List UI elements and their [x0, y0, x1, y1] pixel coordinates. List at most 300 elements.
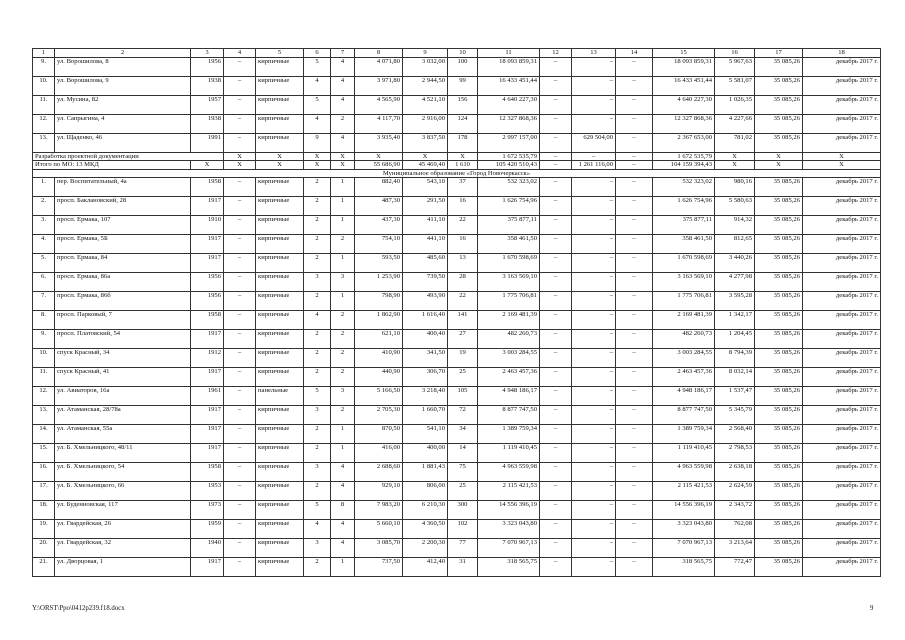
table-row	[33, 463, 881, 482]
table-cell: 2	[331, 115, 355, 134]
table-cell: –	[540, 235, 572, 254]
table-cell: Муниципальное образование «Город Новочеркасск»	[33, 169, 881, 177]
table-cell: ул. Гвардейская, 26	[55, 520, 191, 539]
table-cell: 2 343,72	[715, 501, 755, 520]
table-cell: –	[616, 463, 653, 482]
table-cell: 15	[653, 49, 715, 58]
table-cell: 35 085,26	[755, 501, 803, 520]
table-cell: 9	[304, 134, 331, 153]
table-cell: 17.	[33, 482, 55, 501]
table-cell: 2 624,59	[715, 482, 755, 501]
table-cell: 4	[331, 58, 355, 77]
table-cell: X	[224, 161, 256, 169]
table-cell: –	[616, 153, 653, 161]
table-cell: 2 115 421,53	[653, 482, 715, 501]
table-cell: –	[616, 520, 653, 539]
table-cell: 35 085,26	[755, 216, 803, 235]
table-cell: 1917	[191, 425, 224, 444]
table-cell: 410,90	[355, 349, 403, 368]
table-cell: –	[572, 349, 616, 368]
table-cell: X	[304, 161, 331, 169]
table-cell: 4 277,98	[715, 273, 755, 292]
table-cell: X	[256, 153, 304, 161]
table-row	[33, 330, 881, 349]
table-cell: 8	[355, 49, 403, 58]
table-cell: –	[616, 77, 653, 96]
table-cell: –	[540, 197, 572, 216]
table-cell: декабрь 2017 г.	[803, 292, 881, 311]
table-cell: просп. Ермака, 84	[55, 254, 191, 273]
table-cell: декабрь 2017 г.	[803, 330, 881, 349]
table-cell: –	[616, 444, 653, 463]
table-cell: –	[616, 368, 653, 387]
table-cell: 2	[331, 311, 355, 330]
table-cell: –	[616, 387, 653, 406]
table-cell: –	[616, 58, 653, 77]
table-cell: 12.	[33, 387, 55, 406]
table-cell: 482 260,73	[653, 330, 715, 349]
table-cell: 4 565,90	[355, 96, 403, 115]
table-cell: 4 948 186,17	[478, 387, 540, 406]
table-cell: 14	[616, 49, 653, 58]
table-cell: X	[304, 153, 331, 161]
table-cell: –	[224, 406, 256, 425]
table-cell: 441,10	[403, 235, 448, 254]
table-cell: декабрь 2017 г.	[803, 425, 881, 444]
table-cell: 4	[304, 115, 331, 134]
table-cell: 10.	[33, 77, 55, 96]
table-cell: 3.	[33, 216, 55, 235]
table-cell: 2	[304, 178, 331, 197]
table-cell: ул. Атаманская, 55а	[55, 425, 191, 444]
table-cell: –	[540, 216, 572, 235]
table-cell: декабрь 2017 г.	[803, 482, 881, 501]
table-cell: 1 672 535,79	[653, 153, 715, 161]
table-cell: 20.	[33, 539, 55, 558]
table-cell: 35 085,26	[755, 539, 803, 558]
table-cell: –	[616, 216, 653, 235]
table-cell: 35 085,26	[755, 482, 803, 501]
table-cell: 1910	[191, 216, 224, 235]
table-cell: 318 565,75	[478, 558, 540, 577]
table-cell: 341,50	[403, 349, 448, 368]
table-cell: декабрь 2017 г.	[803, 387, 881, 406]
table-cell: –	[224, 58, 256, 77]
table-cell: 806,00	[403, 482, 448, 501]
table-cell: 35 085,26	[755, 520, 803, 539]
table-cell: 2	[304, 254, 331, 273]
table-cell: 22	[448, 292, 478, 311]
table-cell: –	[572, 330, 616, 349]
table-cell: –	[540, 292, 572, 311]
table-cell: ул. Гвардейская, 32	[55, 539, 191, 558]
table-cell: 17	[755, 49, 803, 58]
table-cell: 8 032,14	[715, 368, 755, 387]
table-cell: 3 003 284,55	[478, 349, 540, 368]
table-cell: 400,00	[403, 444, 448, 463]
table-cell: 22	[448, 216, 478, 235]
table-cell: 1	[331, 444, 355, 463]
table-cell: 1 204,45	[715, 330, 755, 349]
table-cell: 485,60	[403, 254, 448, 273]
table-cell: 4 640 227,30	[653, 96, 715, 115]
table-cell: Итого по МО: 13 МКД	[33, 161, 191, 169]
table-cell: –	[572, 387, 616, 406]
table-cell: –	[616, 134, 653, 153]
table-cell: –	[572, 58, 616, 77]
table-cell: –	[572, 482, 616, 501]
table-cell: 2	[304, 425, 331, 444]
table-cell: 3	[191, 49, 224, 58]
table-cell: 532 323,02	[653, 178, 715, 197]
table-cell: 739,50	[403, 273, 448, 292]
table-cell: X	[715, 153, 755, 161]
table-row	[33, 178, 881, 197]
table-row	[33, 77, 881, 96]
table-cell: –	[540, 539, 572, 558]
table-cell: 8 877 747,50	[478, 406, 540, 425]
table-cell: 1 670 598,69	[653, 254, 715, 273]
table-cell: панельные	[256, 387, 304, 406]
table-cell: декабрь 2017 г.	[803, 235, 881, 254]
table-cell: –	[616, 539, 653, 558]
table-cell: 5	[304, 501, 331, 520]
table-cell: декабрь 2017 г.	[803, 368, 881, 387]
table-cell: ул. Атаманская, 28/78а	[55, 406, 191, 425]
table-cell: –	[540, 558, 572, 577]
table-cell: 1938	[191, 115, 224, 134]
table-cell: 4	[331, 96, 355, 115]
table-cell: 1917	[191, 444, 224, 463]
table-cell: –	[616, 349, 653, 368]
table-cell: 482 260,73	[478, 330, 540, 349]
table-cell: 1 261 116,00	[572, 161, 616, 169]
table-cell: 532 323,02	[478, 178, 540, 197]
table-cell: 14.	[33, 425, 55, 444]
table-cell: кирпичные	[256, 216, 304, 235]
table-cell: 5 580,63	[715, 197, 755, 216]
table-cell: –	[224, 482, 256, 501]
table-cell: декабрь 2017 г.	[803, 406, 881, 425]
section-header-row	[33, 169, 881, 177]
table-cell: 4 227,66	[715, 115, 755, 134]
table-cell: 2	[304, 330, 331, 349]
table-row	[33, 216, 881, 235]
table-row	[33, 292, 881, 311]
table-cell: 1956	[191, 292, 224, 311]
table-cell: 1	[331, 558, 355, 577]
table-cell: декабрь 2017 г.	[803, 463, 881, 482]
table-cell: 55 686,90	[355, 161, 403, 169]
table-cell: декабрь 2017 г.	[803, 216, 881, 235]
table-cell: 4 963 559,98	[653, 463, 715, 482]
table-cell: 914,32	[715, 216, 755, 235]
table-cell: –	[224, 311, 256, 330]
table-cell: кирпичные	[256, 482, 304, 501]
table-cell: –	[540, 444, 572, 463]
table-cell: 4	[331, 539, 355, 558]
table-cell: –	[224, 330, 256, 349]
table-cell: –	[224, 425, 256, 444]
table-cell: 1 537,47	[715, 387, 755, 406]
table-cell: декабрь 2017 г.	[803, 558, 881, 577]
table-cell: декабрь 2017 г.	[803, 115, 881, 134]
table-cell: пер. Воспитательный, 4а	[55, 178, 191, 197]
table-cell: спуск Красный, 34	[55, 349, 191, 368]
table-cell: –	[616, 482, 653, 501]
table-cell: X	[331, 161, 355, 169]
table-cell: кирпичные	[256, 311, 304, 330]
table-cell: 9.	[33, 330, 55, 349]
table-cell: –	[572, 406, 616, 425]
table-cell: ул. Дворцовая, 1	[55, 558, 191, 577]
table-cell: X	[803, 161, 881, 169]
table-cell: ул. Б. Хмельницкого, 66	[55, 482, 191, 501]
table-cell: 2 367 653,00	[653, 134, 715, 153]
table-cell: декабрь 2017 г.	[803, 501, 881, 520]
table-row	[33, 406, 881, 425]
table-cell: –	[540, 520, 572, 539]
table-cell: –	[224, 178, 256, 197]
table-cell: 1973	[191, 501, 224, 520]
table-cell: 2 568,40	[715, 425, 755, 444]
table-cell: 19	[448, 349, 478, 368]
table-cell: 629 504,00	[572, 134, 616, 153]
table-cell: 13	[572, 49, 616, 58]
table-cell: кирпичные	[256, 178, 304, 197]
table-cell: 156	[448, 96, 478, 115]
table-cell: 5 967,63	[715, 58, 755, 77]
table-cell: 16	[448, 197, 478, 216]
table-cell: X	[448, 153, 478, 161]
table-cell: просп. Платовский, 54	[55, 330, 191, 349]
table-cell: просп. Баклановский, 28	[55, 197, 191, 216]
table-cell: X	[331, 153, 355, 161]
table-cell: 2.	[33, 197, 55, 216]
table-cell: кирпичные	[256, 254, 304, 273]
table-cell: –	[540, 178, 572, 197]
table-cell: –	[224, 558, 256, 577]
table-cell: –	[224, 197, 256, 216]
table-cell: –	[572, 115, 616, 134]
table-cell: 1917	[191, 254, 224, 273]
table-cell: –	[572, 520, 616, 539]
municipality-total-row	[33, 161, 881, 169]
table-cell: 1958	[191, 463, 224, 482]
table-cell: –	[616, 330, 653, 349]
table-cell: –	[616, 292, 653, 311]
table-cell: 3 003 284,55	[653, 349, 715, 368]
table-cell: 25	[448, 368, 478, 387]
table-cell: 11.	[33, 368, 55, 387]
table-cell: декабрь 2017 г.	[803, 197, 881, 216]
table-cell: –	[540, 368, 572, 387]
table-cell: 18	[803, 49, 881, 58]
table-cell: 2	[331, 235, 355, 254]
table-cell: 102	[448, 520, 478, 539]
table-cell: –	[572, 539, 616, 558]
table-cell: ул. Ворошилова, 9	[55, 77, 191, 96]
table-cell: 1 389 759,34	[653, 425, 715, 444]
table-cell: –	[540, 311, 572, 330]
table-cell: 9.	[33, 58, 55, 77]
table-cell: 318 565,75	[653, 558, 715, 577]
table-cell: декабрь 2017 г.	[803, 349, 881, 368]
table-cell: 1912	[191, 349, 224, 368]
table-cell: просп. Ермака, 86б	[55, 292, 191, 311]
table-row	[33, 58, 881, 77]
table-cell: кирпичные	[256, 520, 304, 539]
table-cell: 3 213,64	[715, 539, 755, 558]
table-cell: 6	[304, 49, 331, 58]
table-cell: 4	[331, 520, 355, 539]
table-cell: 1 672 535,79	[478, 153, 540, 161]
table-cell: декабрь 2017 г.	[803, 178, 881, 197]
table-cell: –	[616, 406, 653, 425]
table-cell: 14 556 396,19	[478, 501, 540, 520]
table-cell: 18 093 859,31	[478, 58, 540, 77]
table-cell: –	[540, 425, 572, 444]
table-cell: –	[540, 406, 572, 425]
table-cell: 4 963 559,98	[478, 463, 540, 482]
table-cell: 1 626 754,96	[653, 197, 715, 216]
table-cell: 8.	[33, 311, 55, 330]
table-cell: 4 948 186,17	[653, 387, 715, 406]
table-cell: 4 640 227,30	[478, 96, 540, 115]
table-row	[33, 501, 881, 520]
table-cell: просп. Ермака, 86а	[55, 273, 191, 292]
design-documentation-row	[33, 153, 881, 161]
table-cell: 5	[304, 96, 331, 115]
table-cell: 2 705,30	[355, 406, 403, 425]
table-cell: 10.	[33, 349, 55, 368]
table-cell: декабрь 2017 г.	[803, 311, 881, 330]
table-cell: –	[572, 368, 616, 387]
table-cell: кирпичные	[256, 463, 304, 482]
table-cell: 411,10	[403, 216, 448, 235]
table-cell: 5 166,50	[355, 387, 403, 406]
table-cell: 2	[304, 292, 331, 311]
table-cell: 4	[331, 482, 355, 501]
table-cell: –	[224, 387, 256, 406]
table-cell: –	[572, 254, 616, 273]
table-cell: –	[572, 96, 616, 115]
table-row	[33, 539, 881, 558]
table-cell: –	[572, 178, 616, 197]
table-cell: 2 798,53	[715, 444, 755, 463]
table-cell: 358 461,50	[653, 235, 715, 254]
table-cell: 882,40	[355, 178, 403, 197]
table-cell: 870,50	[355, 425, 403, 444]
table-cell: –	[616, 178, 653, 197]
table-cell: –	[224, 463, 256, 482]
table-cell: –	[224, 349, 256, 368]
table-cell: декабрь 2017 г.	[803, 254, 881, 273]
table-cell: 7	[331, 49, 355, 58]
table-cell: 10	[448, 49, 478, 58]
table-cell: кирпичные	[256, 425, 304, 444]
table-cell: 400,40	[403, 330, 448, 349]
table-cell: просп. Ермака, 5Б	[55, 235, 191, 254]
table-cell: –	[616, 161, 653, 169]
table-cell: X	[803, 153, 881, 161]
table-cell: 35 085,26	[755, 134, 803, 153]
table-cell: 541,10	[403, 425, 448, 444]
table-cell: 35 085,26	[755, 96, 803, 115]
table-cell: 1 775 706,81	[653, 292, 715, 311]
table-cell: –	[616, 273, 653, 292]
table-cell: 28	[448, 273, 478, 292]
table-cell: 2	[331, 368, 355, 387]
table-cell: 2	[331, 349, 355, 368]
table-row	[33, 273, 881, 292]
table-cell: –	[540, 330, 572, 349]
table-cell: –	[572, 197, 616, 216]
table-cell: 3 595,28	[715, 292, 755, 311]
table-cell: 1917	[191, 197, 224, 216]
table-cell: –	[572, 558, 616, 577]
table-cell: 4	[331, 77, 355, 96]
table-cell: 2 115 421,53	[478, 482, 540, 501]
table-cell: –	[224, 273, 256, 292]
table-cell: 1917	[191, 330, 224, 349]
table-cell: 2 463 457,36	[653, 368, 715, 387]
table-cell: X	[755, 153, 803, 161]
table-cell: 35 085,26	[755, 387, 803, 406]
table-cell: –	[572, 501, 616, 520]
table-cell: X	[256, 161, 304, 169]
table-cell: 1958	[191, 311, 224, 330]
table-row	[33, 349, 881, 368]
table-cell: 1 610	[448, 161, 478, 169]
table-cell: 4 117,70	[355, 115, 403, 134]
table-cell: 1957	[191, 96, 224, 115]
table-cell: 3 032,00	[403, 58, 448, 77]
table-cell: кирпичные	[256, 96, 304, 115]
table-cell: 1 670 598,69	[478, 254, 540, 273]
table-cell: кирпичные	[256, 406, 304, 425]
table-cell: ул. Б. Хмельницкого, 54	[55, 463, 191, 482]
table-cell: кирпичные	[256, 292, 304, 311]
table-row	[33, 235, 881, 254]
table-cell: 1	[33, 49, 55, 58]
table-cell: 2	[55, 49, 191, 58]
table-cell: –	[572, 216, 616, 235]
table-cell: 13.	[33, 406, 55, 425]
table-cell: 35 085,26	[755, 273, 803, 292]
table-cell: 16	[448, 235, 478, 254]
table-row	[33, 254, 881, 273]
table-cell: 3 837,50	[403, 134, 448, 153]
table-row	[33, 311, 881, 330]
table-row	[33, 482, 881, 501]
table-cell: кирпичные	[256, 349, 304, 368]
table-cell: 543,10	[403, 178, 448, 197]
page-number: 9	[870, 605, 874, 612]
table-cell: –	[540, 349, 572, 368]
table-cell: ул. Ворошилова, 8	[55, 58, 191, 77]
table-cell: 2	[304, 197, 331, 216]
table-cell: 5	[304, 387, 331, 406]
table-cell: 27	[448, 330, 478, 349]
table-cell: кирпичные	[256, 558, 304, 577]
table-cell: 1953	[191, 482, 224, 501]
table-cell: 25	[448, 482, 478, 501]
table-cell: 2 688,60	[355, 463, 403, 482]
table-cell: 3 323 043,80	[478, 520, 540, 539]
table-cell: 15.	[33, 444, 55, 463]
table-cell: 4 521,10	[403, 96, 448, 115]
